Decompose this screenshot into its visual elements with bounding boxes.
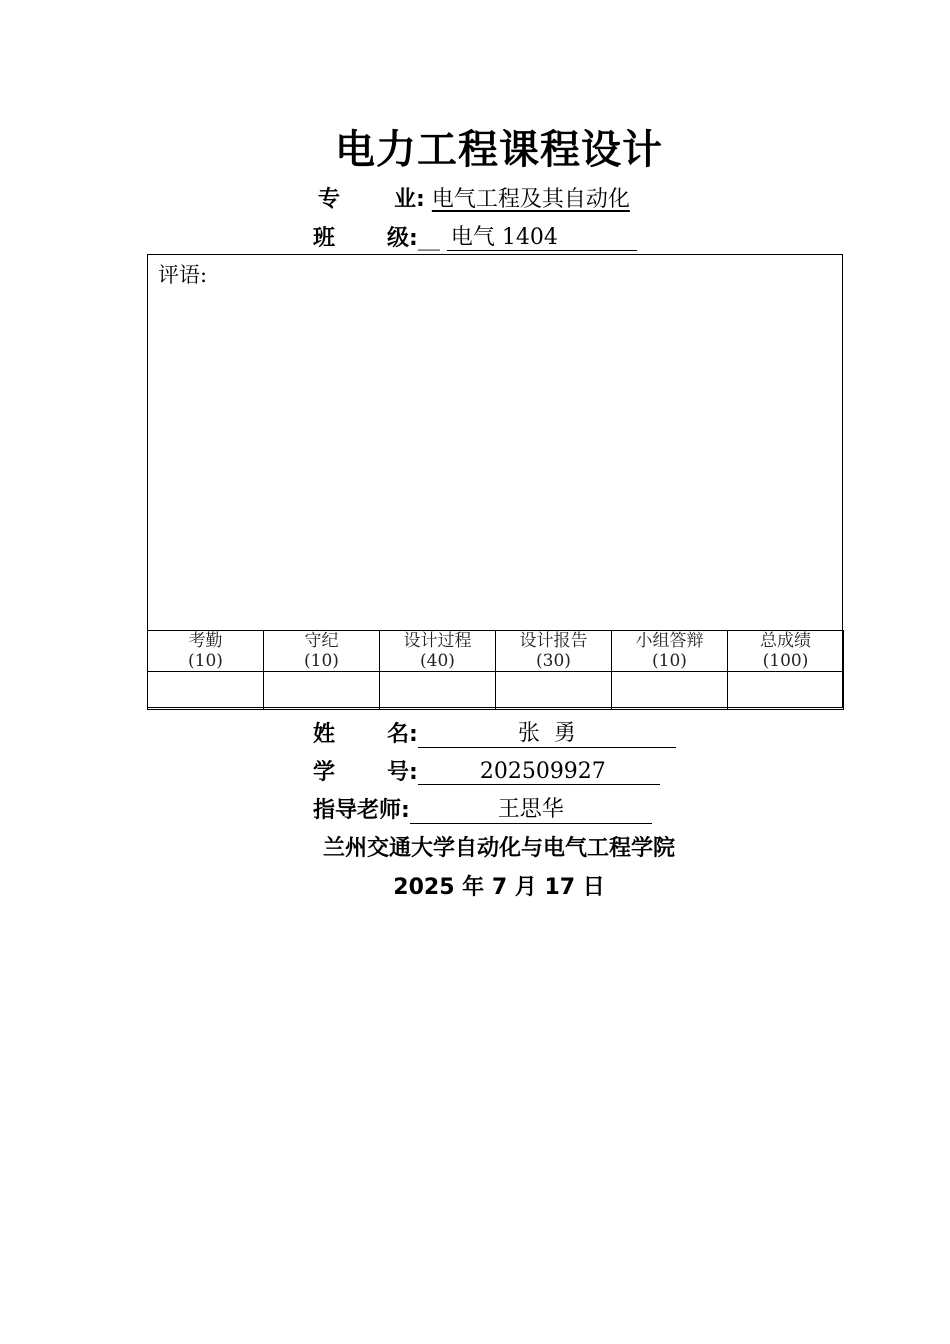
score-value-cell[interactable]: [264, 672, 380, 710]
score-header-points: (30): [536, 651, 571, 671]
major-label-a: 专: [318, 187, 341, 212]
score-header-cell: [612, 631, 728, 672]
score-header-points: (10): [304, 651, 339, 671]
document-title: 电力工程课程设计: [335, 127, 663, 173]
class-label-b: 级:: [387, 226, 418, 251]
score-header-points: (40): [420, 651, 455, 671]
document-date: 2025 年 7 月 17 日: [393, 875, 605, 900]
class-value: 电气 1404: [447, 223, 637, 251]
score-header-name: 设计过程: [403, 631, 472, 651]
score-value-cell[interactable]: [612, 672, 728, 710]
name-row: [313, 719, 676, 751]
student-name: 张 勇: [418, 719, 676, 748]
name-label-b: 名:: [387, 722, 418, 747]
advisor-label: 指导老师:: [313, 798, 410, 823]
score-header-cell: [496, 631, 612, 672]
score-header-row: [148, 631, 844, 672]
class-prefix: __: [417, 226, 440, 251]
advisor-name: 王思华: [410, 795, 652, 824]
comment-label: 评语:: [158, 263, 208, 287]
score-header-cell: [148, 631, 264, 672]
major-row: [318, 184, 630, 216]
score-header-name: 考勤: [188, 631, 223, 651]
id-row: [313, 757, 660, 789]
score-header-points: (10): [188, 651, 223, 671]
score-table: [147, 630, 844, 710]
evaluation-box: [147, 254, 843, 708]
id-label-b: 号:: [387, 760, 418, 785]
major-label-b: 业:: [394, 187, 425, 212]
score-header-name: 小组答辩: [635, 631, 704, 651]
id-label-a: 学: [313, 760, 336, 785]
score-header-cell: [264, 631, 380, 672]
advisor-row: [313, 795, 652, 827]
score-header-points: (10): [652, 651, 687, 671]
score-value-cell[interactable]: [380, 672, 496, 710]
name-label-a: 姓: [313, 722, 336, 747]
score-header-name: 守纪: [304, 631, 339, 651]
student-id: 202509927: [418, 757, 660, 785]
class-label-a: 班: [313, 226, 336, 251]
score-value-cell[interactable]: [728, 672, 844, 710]
school-name: 兰州交通大学自动化与电气工程学院: [322, 836, 675, 861]
score-value-row: [148, 672, 844, 710]
major-value: 电气工程及其自动化: [431, 187, 630, 212]
score-value-cell[interactable]: [148, 672, 264, 710]
score-header-name: 设计报告: [519, 631, 588, 651]
score-header-name: 总成绩: [760, 631, 811, 651]
score-header-cell: [380, 631, 496, 672]
score-value-cell[interactable]: [496, 672, 612, 710]
score-header-points: (100): [762, 651, 809, 671]
class-row: [313, 223, 637, 255]
score-header-cell: [728, 631, 844, 672]
